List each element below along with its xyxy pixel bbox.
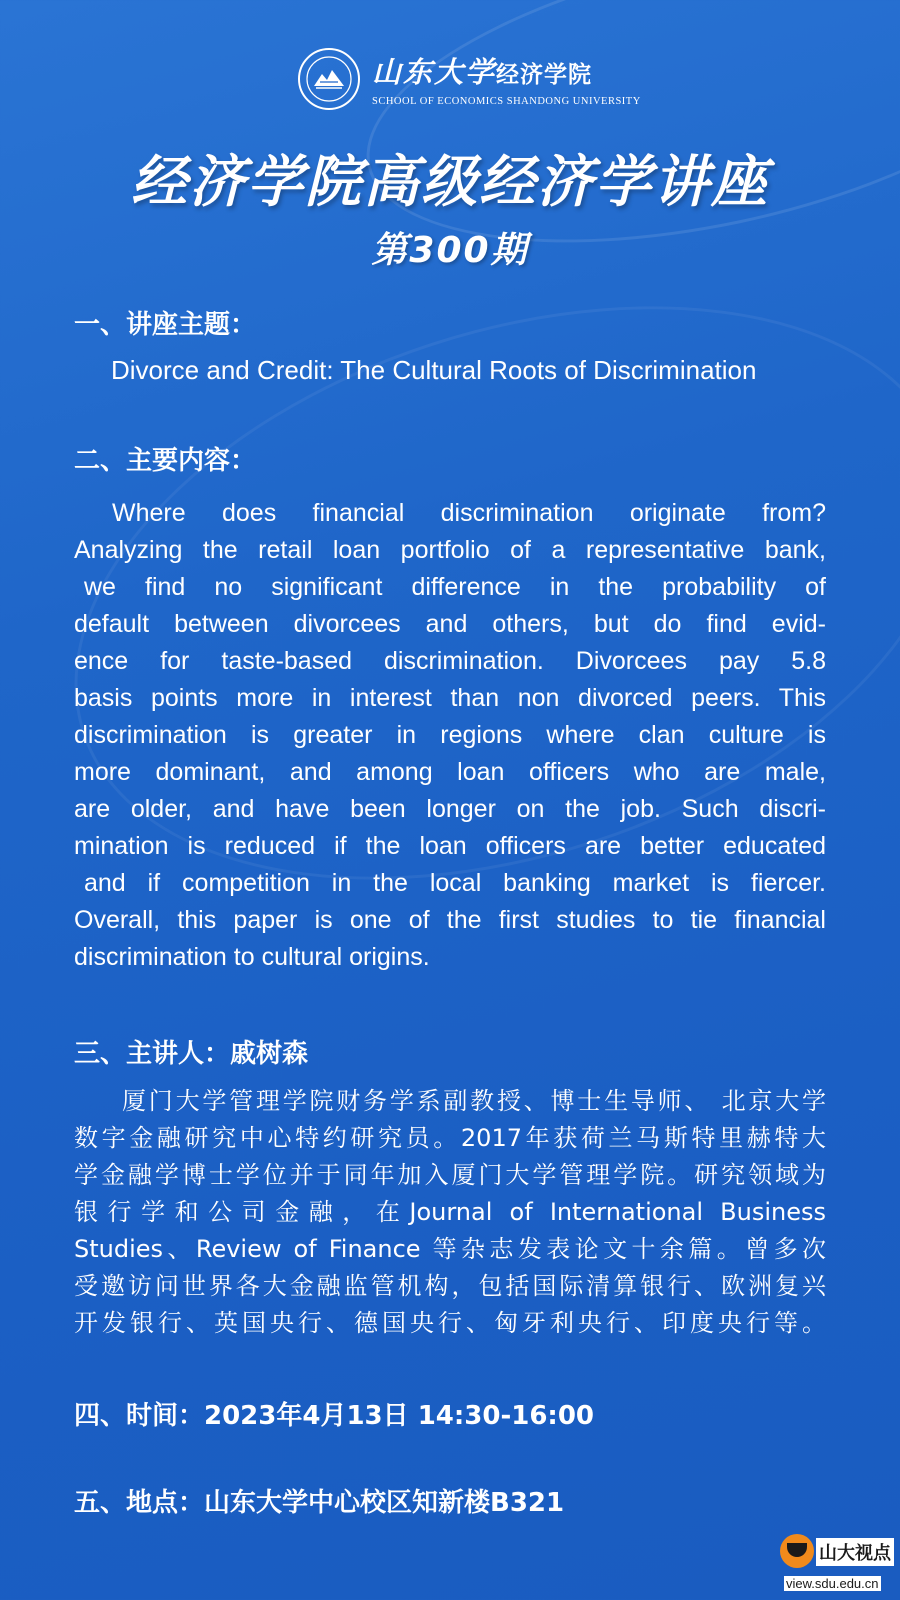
abstract-line: default between divorcees and others, but do find evid- xyxy=(74,610,826,638)
abstract-line: are older, and have been longer on the job. Such discri- xyxy=(74,795,826,823)
abstract-paragraph xyxy=(74,495,826,976)
abstract-line: Where does financial discrimination originate from? xyxy=(112,499,826,527)
abstract-line: discrimination is greater in regions where clan culture is xyxy=(74,721,826,749)
abstract-line: Overall, this paper is one of the first studies to tie financial xyxy=(74,906,826,934)
university-logotype xyxy=(372,50,592,91)
bio-line: 学金融学博士学位并于同年加入厦门大学管理学院。研究领域为 xyxy=(74,1161,826,1189)
university-seal-icon xyxy=(298,48,360,110)
location-line: 五、地点：山东大学中心校区知新楼B321 xyxy=(74,1488,565,1518)
abstract-line: we find no significant difference in the probability of xyxy=(84,573,826,601)
content-heading: 二、主要内容： xyxy=(74,446,257,476)
abstract-line: Analyzing the retail loan portfolio of a representative bank, xyxy=(74,536,826,564)
bio-line: Studies、Review of Finance 等杂志发表论文十余篇。曾多次 xyxy=(74,1235,826,1263)
speaker-heading: 三、主讲人：戚树森 xyxy=(74,1039,309,1069)
time-line: 四、时间：2023年4月13日 14:30-16:00 xyxy=(74,1401,595,1431)
bio-line: 受邀访问世界各大金融监管机构，包括国际清算银行、欧洲复兴 xyxy=(74,1272,826,1300)
university-name: 山东大学 xyxy=(372,55,497,89)
lecture-topic: Divorce and Credit: The Cultural Roots of Discrimination xyxy=(111,355,757,385)
bio-line: 厦门大学管理学院财务学系副教授、博士生导师、 北京大学 xyxy=(122,1087,826,1115)
abstract-line: and if competition in the local banking market is fiercer. xyxy=(84,869,826,897)
abstract-line: discrimination to cultural origins. xyxy=(74,943,430,971)
abstract-line: basis points more in interest than non divorced peers. This xyxy=(74,684,826,712)
abstract-line: more dominant, and among loan officers who are male, xyxy=(74,758,826,786)
bio-line: 银行学和公司金融，在Journal of International Business xyxy=(74,1198,826,1226)
watermark-url: view.sdu.edu.cn xyxy=(786,1576,879,1591)
bio-line: 数字金融研究中心特约研究员。2017年获荷兰马斯特里赫特大 xyxy=(74,1124,826,1152)
school-header xyxy=(0,40,900,120)
lecture-series-title: 经济学院高级经济学讲座 xyxy=(131,150,769,215)
abstract-line: ence for taste-based discrimination. Divorcees pay 5.8 xyxy=(74,647,826,675)
school-name: 经济学院 xyxy=(496,61,593,88)
issue-number: 第300期 xyxy=(371,230,529,271)
topic-heading: 一、讲座主题： xyxy=(74,310,257,340)
sdu-view-logo-icon xyxy=(780,1534,814,1568)
abstract-line: mination is reduced if the loan officers are better educated xyxy=(74,832,826,860)
school-english-name: SCHOOL OF ECONOMICS SHANDONG UNIVERSITY xyxy=(372,96,641,107)
sdu-view-watermark xyxy=(776,1532,896,1598)
watermark-brand: 山大视点 xyxy=(816,1538,894,1566)
speaker-bio-paragraph xyxy=(74,1083,826,1342)
bio-line: 开发银行、英国央行、德国央行、匈牙利央行、印度央行等。 xyxy=(74,1309,826,1337)
